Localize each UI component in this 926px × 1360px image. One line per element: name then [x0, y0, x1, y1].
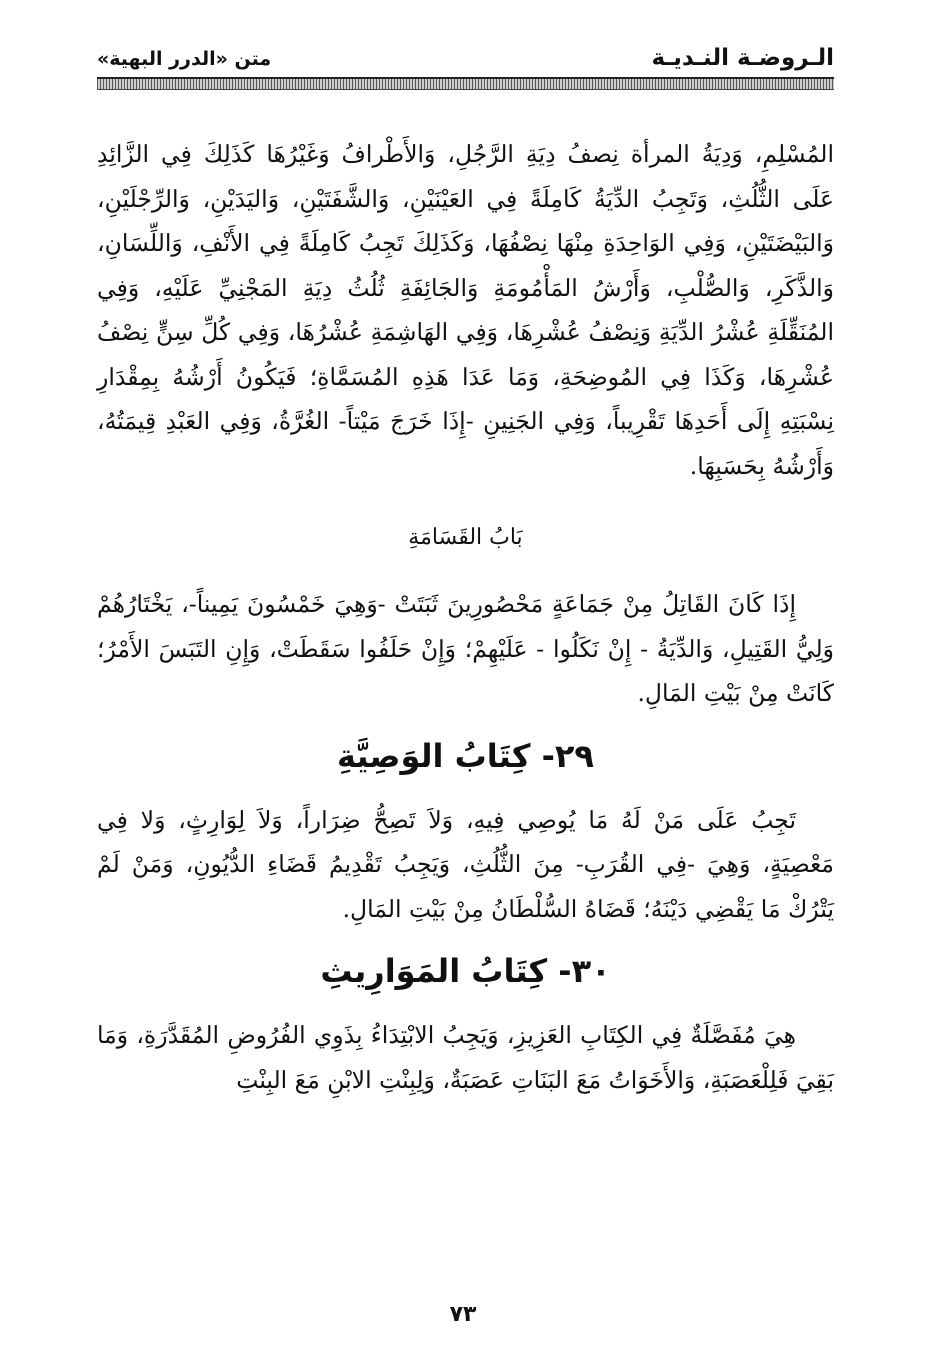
page-number: ٧٣	[449, 1302, 477, 1327]
diyah-paragraph: المُسْلِمِ، وَدِيَةُ المرأة نِصفُ دِيَةِ الرَّجُلِ، وَالأَطْرافُ وَغَيْرُهَا كَذَلِكَ فِي الزَّائِدِ عَلَى الثُّلُثِ، وَتَجِبُ الدِّيَةُ كَامِلَةً فِي العَيْنَيْنِ، وَالشَّفَتَيْنِ، وَاليَدَيْنِ، وَالرِّجْلَيْنِ، وَالبَيْضَتَيْنِ، وَفِي الوَاحِدَةِ مِنْهَا نِصْفُهَا، وَكَذَلِكَ تَجِبُ كَامِلَةً فِي الأَنْفِ، وَاللِّسَانِ، وَالذَّكَرِ، وَالصُّلْبِ، وَأَرْشُ المَأْمُومَةِ وَالجَائِفَةِ ثُلُثُ دِيَةِ المَجْنِيِّ عَلَيْهِ، وَفِي المُنَقِّلَةِ عُشْرُ الدِّيَةِ وَنِصْفُ عُشْرِهَا، وَفِي الهَاشِمَةِ عُشْرُهَا، وَفِي كُلِّ سِنٍّ نِصْفُ عُشْرِهَا، وَكَذَا فِي المُوضِحَةِ، وَمَا عَدَا هَذِهِ المُسَمَّاةِ؛ فَيَكُونُ أَرْشُهُ بِمِقْدَارِ نِسْبَتِهِ إِلَى أَحَدِهَا تَقْرِيباً، وَفِي الجَنِينِ -إِذَا خَرَجَ مَيْتاً- الغُرَّةُ، وَفِي العَبْدِ قِيمَتُهُ، وَأَرْشُهُ بِحَسَبِهَا.	[97, 140, 834, 480]
mawarith-heading: ٣٠- كِتَابُ المَوَارِيثِ	[320, 952, 611, 990]
header-rule	[97, 77, 834, 90]
mawarith-paragraph: هِيَ مُفَصَّلَةٌ فِي الكِتَابِ العَزِيزِ، وَيَجِبُ الابْتِدَاءُ بِذَوِي الفُرُوضِ المُقَدَّرَةِ، وَمَا بَقِيَ فَلِلْعَصَبَةِ، وَالأَخَوَاتُ مَعَ البَنَاتِ عَصَبَةٌ، وَلِبِنْتِ الابْنِ مَعَ البِنْتِ	[97, 1021, 834, 1094]
page-content	[97, 132, 834, 1102]
wasiyyah-heading: ٢٩- كِتَابُ الوَصِيَّةِ	[337, 736, 594, 775]
header-subtitle: متن «الدرر البهية»	[97, 48, 272, 70]
wasiyyah-paragraph: تَجِبُ عَلَى مَنْ لَهُ مَا يُوصِي فِيهِ، وَلاَ تَصِحُّ ضِرَاراً، وَلاَ لِوَارِثٍ، وَلا فِي مَعْصِيَةٍ، وَهِيَ -فِي القُرَبِ- مِنَ الثُّلُثِ، وَيَجِبُ تَقْدِيمُ قَضَاءِ الدُّيُونِ، وَمَنْ لَمْ يَتْرُكْ مَا يَقْضِي دَيْنَهُ؛ قَضَاهُ السُّلْطَانُ مِنْ بَيْتِ المَالِ.	[97, 805, 834, 923]
running-header	[97, 40, 834, 76]
qasamah-heading: بَابُ القَسَامَةِ	[408, 525, 523, 550]
book-title: الـروضـة النـديـة	[651, 45, 834, 71]
qasamah-paragraph: إِذَا كَانَ القَاتِلُ مِنْ جَمَاعَةٍ مَحْصُورِينَ ثَبَتَتْ -وَهِيَ خَمْسُونَ يَمِيناً-، يَخْتَارُهُمْ وَلِيُّ القَتِيلِ، وَالدِّيَةُ - إِنْ نَكَلُوا - عَلَيْهِمْ؛ وَإِنْ حَلَفُوا سَقَطَتْ، وَإِنِ التَبَسَ الأَمْرُ؛ كَانَتْ مِنْ بَيْتِ المَالِ.	[97, 590, 834, 707]
